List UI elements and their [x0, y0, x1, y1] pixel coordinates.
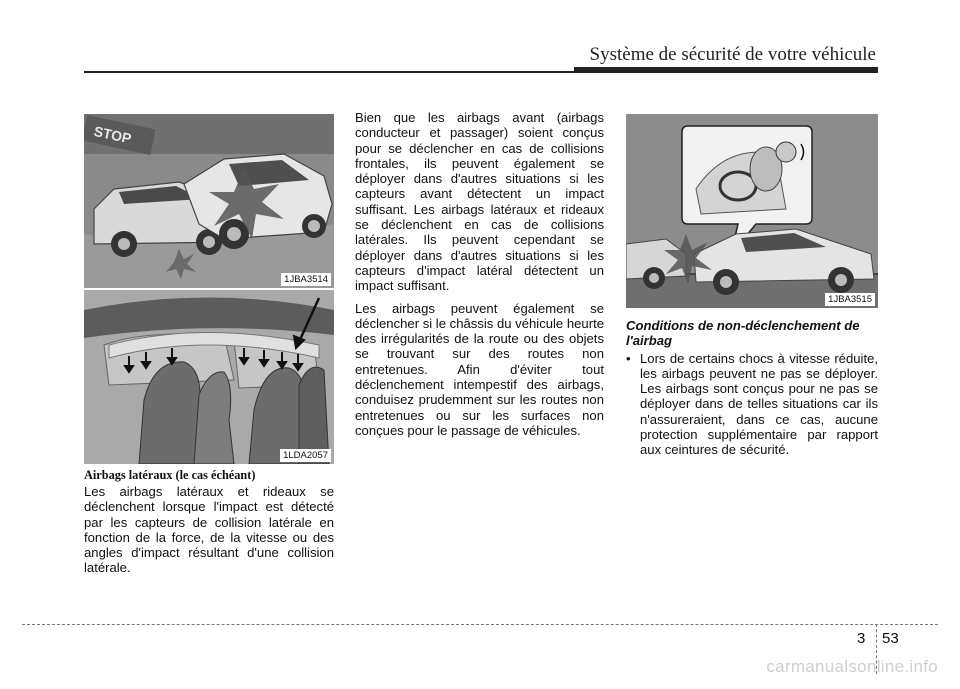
left-column: [84, 484, 334, 583]
figure-frontal-collision: [626, 114, 878, 308]
footer-rule: [22, 624, 938, 625]
figure-label: 1JBA3515: [825, 293, 875, 306]
figure-label: 1LDA2057: [280, 449, 331, 462]
page-header-title: Système de sécurité de votre véhicule: [589, 44, 876, 65]
header-rule: [84, 71, 574, 73]
right-column: [626, 318, 878, 458]
body-paragraph: Les airbags latéraux et rideaux se déclenchent lorsque l'impact est détecté par les capteurs de collision latérale en fonction de la force, de la vitesse ou des angles d'impact résultant d'une collision latérale.: [84, 484, 334, 576]
body-paragraph: Les airbags peuvent également se déclencher si le châssis du véhicule heurte des irrégularités de la route ou des objets se trouvant sur des routes non entretenues. Afin d'éviter tout déclenchement intempestif des airbags, conduisez prudemment sur les routes non entretenues ou sur les surfaces non conçues pour le passage de véhicules.: [355, 300, 604, 438]
figure-caption: Airbags latéraux (le cas échéant): [84, 468, 256, 482]
page-number: 53: [882, 630, 899, 647]
header-rule-accent: [574, 67, 878, 73]
figure-side-collision: [84, 114, 334, 288]
stop-sign-text: STOP: [92, 122, 133, 147]
figure-label: 1JBA3514: [281, 273, 331, 286]
section-subheading: Conditions de non-déclenchement de l'airbag: [626, 318, 860, 349]
bullet-marker: •: [626, 350, 631, 366]
watermark: carmanualsonline.info: [766, 657, 938, 676]
bullet-item: [626, 351, 878, 458]
figure-curtain-airbags: [84, 290, 334, 464]
body-paragraph: Bien que les airbags avant (airbags conducteur et passager) soient conçus pour se déclencher en cas de collisions frontales, ils peuvent également se déployer dans d'autres situations si les capteurs avant détectent un impact suffisant. Les airbags latéraux et rideaux se déclenchent en cas de collisions latérales. Ils peuvent cependant se déployer dans d'autres situations si les capteurs d'impact latéral détectent un impact suffisant.: [355, 110, 604, 294]
middle-column: [355, 110, 604, 445]
bullet-text: Lors de certains chocs à vitesse réduite, les airbags peuvent ne pas se déployer. Les airbags sont conçus pour ne pas se déployer dans de telles situations car ils n'assureraient, dans ce cas, aucune protection supplémentaire par rapport aux ceintures de sécurité.: [640, 350, 878, 458]
chapter-number: 3: [857, 630, 866, 647]
